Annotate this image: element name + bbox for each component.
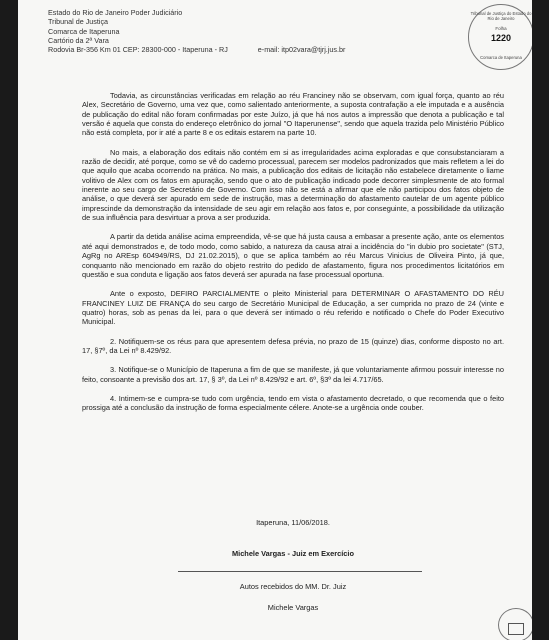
- date-line: Itaperuna, 11/06/2018.: [256, 518, 330, 527]
- receipt-name: Michele Vargas: [267, 603, 319, 612]
- stamp-emblem-icon: [508, 623, 524, 635]
- paragraph: A partir da detida análise acima empreendida, vê-se que há justa causa a embasar a presente ação, ante os elementos até aqui demonstrados e, de todo modo, como sabido, a natureza da causa atrai a incidência do "in dubio pro societate" (STJ, AgRg no AREsp 604949/RS, DJ 21.02.2015), o que se aplica também ao réu Marcus Vinicius de Oliveira Pinto, já que, conquanto não mencionado em razão do objeto restrito do pedido de afastamento, figura nos procedimentos licitatórios em questão e sua conduta e ligação aos fatos deverá ser apurada na fase processual oportuna.: [82, 232, 504, 279]
- header-address-line: [48, 45, 408, 54]
- paragraph: 4. Intimem-se e cumpra-se tudo com urgência, tendo em vista o afastamento decretado, o que recomenda que o feito prossiga até a conclusão da instrução de forma especialmente célere. Anote-se a urgência onde couber.: [82, 393, 504, 413]
- court-stamp: [498, 608, 532, 640]
- paragraph: No mais, a elaboração dos editais não contém em si as irregularidades acima exploradas e que consubstanciaram a razão de decidir, até porque, como se vê do caderno processual, parecem ser modelos padronizados que mais refletem a lei do que aquilo que acaba ocorrendo na prática. No mais, a publicação dos editais de licitação não estabelece diretamente o liame volitivo de Alex com os fatos em apuração, sendo que o ato de publicação indicado pode decorrer simplesmente de ato formal inerente ao seu cargo de Secretário de Governo. Com isso não se está a afirmar que ele não participou dos fatos objeto de análise, o que deverá ser apurado em sede de instrução, mas a determinação do afastamento cautelar de um agente público imprescinde da demonstração da intensidade de seu agir em relação aos fatos e, por conseguinte, a possibilidade da utilização de sua influência para desvirtuar a prova a ser produzida.: [82, 147, 504, 223]
- seal-page-number: 1220: [490, 33, 512, 43]
- header-email: e-mail: itp02vara@tjrj.jus.br: [257, 45, 346, 55]
- signature-divider: [178, 571, 422, 572]
- document-page: [18, 0, 532, 640]
- header-court: Tribunal de Justiça: [48, 17, 109, 27]
- decision-body: [82, 91, 504, 423]
- header-state: Estado do Rio de Janeiro Poder Judiciário: [48, 8, 183, 17]
- seal-bottom-text: Comarca de Itaperuna: [480, 55, 522, 60]
- page-number-seal: [468, 4, 532, 70]
- letterhead: [48, 8, 408, 54]
- header-registry: Cartório da 2ª Vara: [48, 35, 109, 45]
- seal-folha-label: Folha: [495, 26, 507, 31]
- paragraph: 3. Notifique-se o Município de Itaperuna a fim de que se manifeste, já que voluntariamente afirmou possuir interesse no feito, consoante a previsão dos art. 17, § 3º, da Lei nº 8.429/92 e art. 6º, §3º da lei 4.717/65.: [82, 365, 504, 384]
- signer-name: Michele Vargas - Juiz em Exercício: [231, 549, 354, 558]
- header-district: Comarca de Itaperuna: [48, 26, 120, 36]
- paragraph: Todavia, as circunstâncias verificadas em relação ao réu Franciney não se observam, com igual força, quanto ao réu Alex, Secretário de Governo, uma vez que, como salientado anteriormente, a suposta contrafação a ele imputada e a ausência de publicação do edital não foram confirmadas por este Juízo, já que há nos autos a impressão que denota a publicação e tal versão é aquela que consta do endereço eletrônico do jornal "O Itaperunense", sendo que aquela trazida pelo Ministério Público não está completa, por ir até a parte 8 e os editais estarem na parte 10.: [82, 91, 504, 138]
- paragraph: Ante o exposto, DEFIRO PARCIALMENTE o pleito Ministerial para DETERMINAR O AFASTAMENTO DO RÉU FRANCINEY LUIZ DE FRANÇA do seu cargo de Secretário Municipal de Educação, a ser cumprida no prazo de 24 (vinte e quatro) horas, sob as penas da lei, para o que deverá ser intimado o réu referido e notificado o Chefe do Poder Executivo Municipal.: [82, 289, 504, 327]
- receipt-line: Autos recebidos do MM. Dr. Juiz: [239, 582, 347, 591]
- header-address: Rodovia Br-356 Km 01 CEP: 28300-000 - Itaperuna - RJ: [48, 45, 228, 55]
- seal-ring-text: Tribunal de Justiça do Estado do Rio de Janeiro: [470, 11, 532, 21]
- paragraph: 2. Notifiquem-se os réus para que apresentem defesa prévia, no prazo de 15 (quinze) dias, conforme disposto no art. 17, §7º, da Lei nº 8.429/92.: [82, 336, 504, 355]
